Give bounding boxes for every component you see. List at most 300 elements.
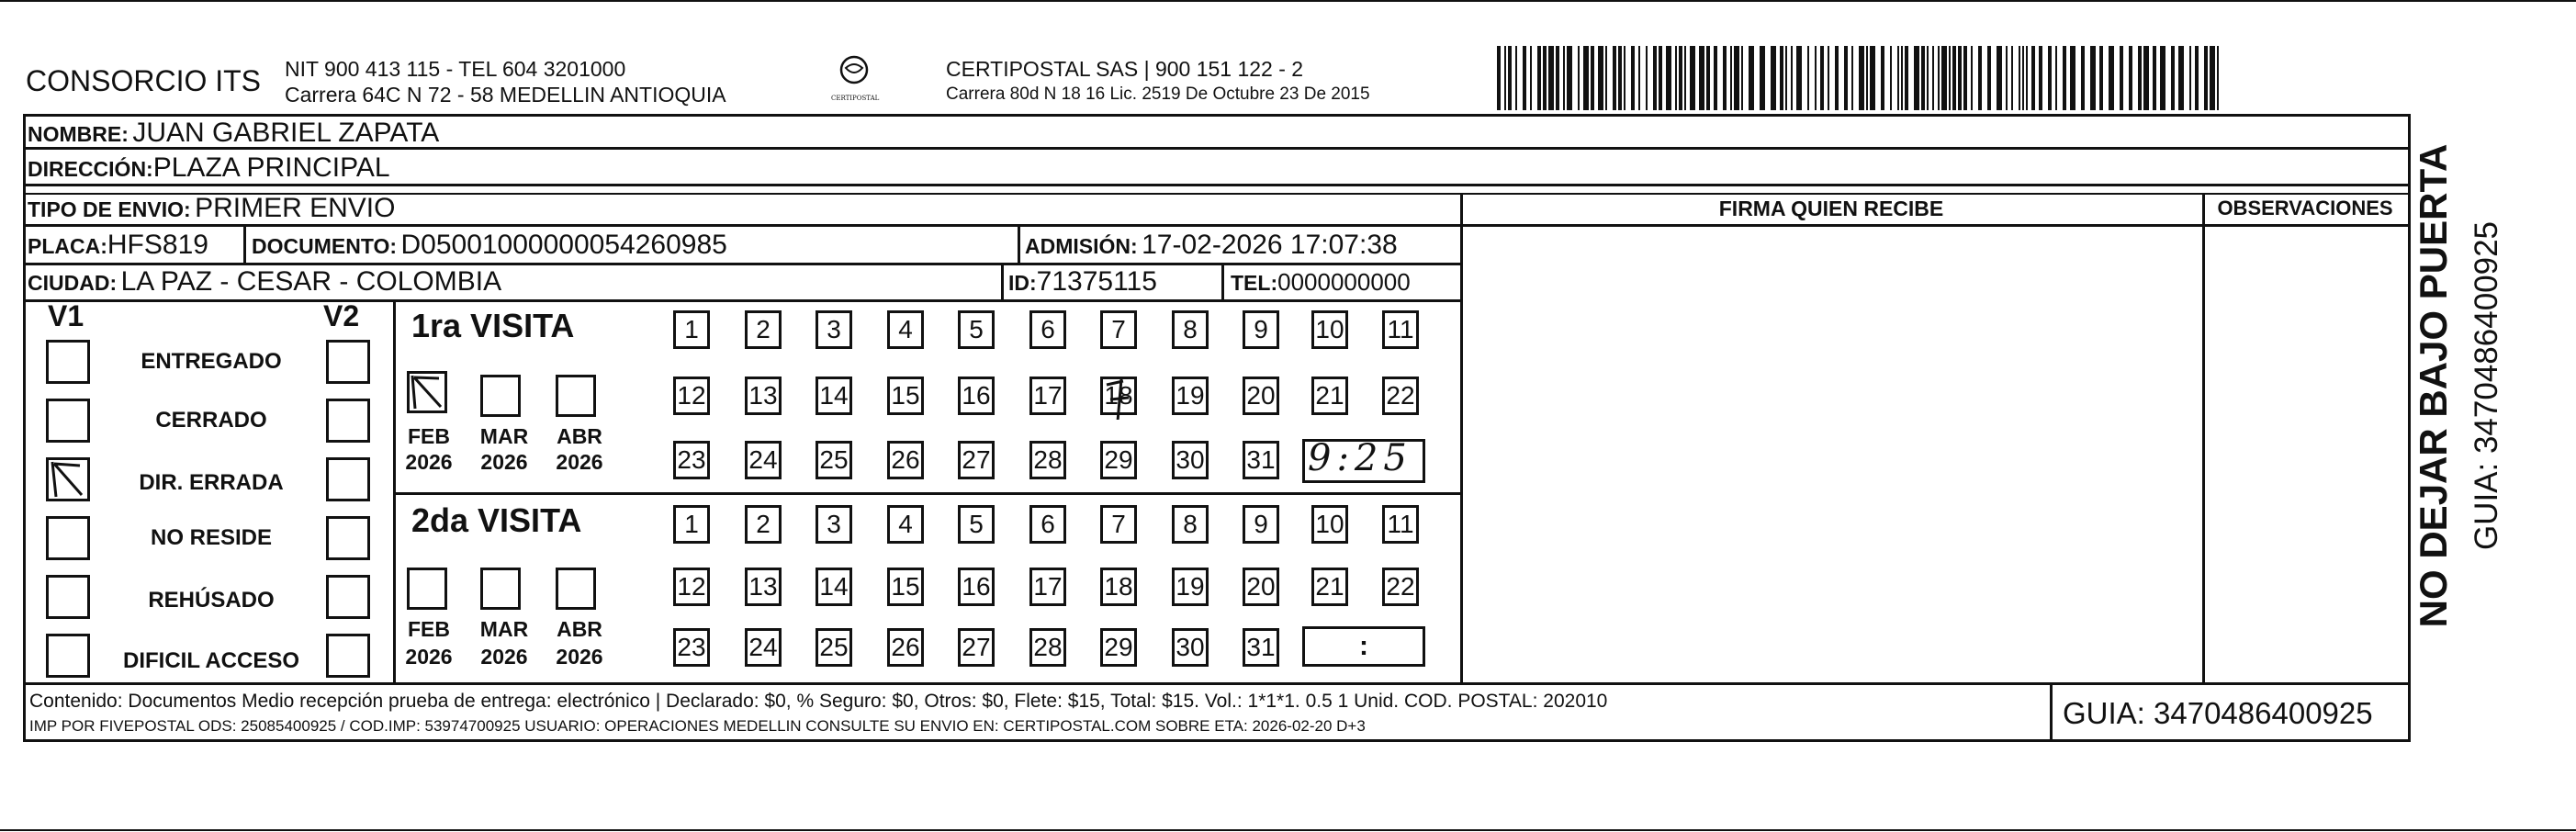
page-bottom-rule	[0, 829, 2576, 831]
firma-header: FIRMA QUIEN RECIBE	[1718, 197, 1944, 220]
v2-header: V2	[323, 299, 360, 332]
second-day-3[interactable]	[816, 505, 852, 544]
second-day-28[interactable]	[1029, 628, 1066, 667]
day-number: 4	[898, 315, 913, 343]
second-day-2[interactable]	[745, 505, 782, 544]
day-number: 31	[1246, 445, 1276, 474]
day-number: 8	[1183, 315, 1198, 343]
day-number: 11	[1387, 315, 1414, 343]
day-number: 15	[891, 572, 920, 601]
barcode-bar	[1881, 46, 1884, 110]
barcode-bar	[2160, 46, 2165, 110]
first-time-value: 9:25	[1308, 437, 1412, 479]
barcode-bar	[1760, 46, 1765, 110]
check-mark-icon	[410, 374, 444, 410]
barcode-bar	[2090, 46, 2096, 110]
barcode-bar	[2109, 46, 2114, 110]
second-day-13[interactable]	[745, 568, 782, 606]
barcode-bar	[1624, 46, 1625, 110]
barcode-bar	[1791, 46, 1793, 110]
barcode-bar	[2026, 46, 2028, 110]
v1-dir-errada-checkbox[interactable]	[46, 457, 90, 501]
first-day-7[interactable]	[1100, 310, 1137, 349]
barcode-bar	[2022, 46, 2024, 110]
second-day-15[interactable]	[887, 568, 924, 606]
first-day-2[interactable]	[745, 310, 782, 349]
day-number: 28	[1033, 445, 1063, 474]
first-day-4[interactable]	[887, 310, 924, 349]
barcode-bar	[1997, 46, 2002, 110]
barcode-bar	[1567, 46, 1572, 110]
day-number: 16	[962, 381, 991, 410]
day-number: 5	[969, 315, 984, 343]
ciudad-label: CIUDAD:	[28, 271, 118, 295]
day-number: 21	[1315, 572, 1344, 601]
day-number: 5	[969, 510, 984, 538]
logo-text: CERTIPOSTAL	[831, 95, 880, 102]
day-number: 11	[1387, 510, 1414, 538]
second-day-29[interactable]	[1100, 628, 1137, 667]
day-number: 1	[684, 510, 699, 538]
frame-top	[23, 114, 2411, 117]
frame-left	[23, 114, 26, 742]
barcode-bar	[1828, 46, 1829, 110]
second-day-21[interactable]	[1311, 568, 1348, 606]
barcode-bar	[1548, 46, 1554, 110]
second-year-mar: 2026	[480, 645, 528, 669]
day-number: 27	[962, 633, 991, 661]
second-day-5[interactable]	[958, 505, 995, 544]
barcode-bar	[1515, 46, 1517, 110]
barcode-bar	[2070, 46, 2075, 110]
first-day-16[interactable]	[958, 377, 995, 415]
barcode-bar	[1771, 46, 1776, 110]
day-number: 17	[1033, 572, 1063, 601]
barcode-bar	[1932, 46, 1934, 110]
first-day-1[interactable]	[673, 310, 710, 349]
v2-dificil-acceso-checkbox[interactable]	[326, 634, 370, 678]
barcode	[1497, 46, 2227, 110]
barcode-bar	[1938, 46, 1940, 110]
day-number: 24	[748, 633, 778, 661]
first-day-17[interactable]	[1029, 377, 1066, 415]
barcode-bar	[1963, 46, 1967, 110]
day-number: 6	[1041, 510, 1055, 538]
barcode-bar	[1941, 46, 1947, 110]
id-value: 71375115	[1036, 266, 1157, 297]
barcode-bar	[1890, 46, 1892, 110]
first-day-27[interactable]	[958, 441, 995, 479]
day-number: 25	[819, 633, 849, 661]
status-no-reside: NO RESIDE	[150, 525, 273, 550]
barcode-bar	[1780, 46, 1783, 110]
day-number: 3	[827, 315, 841, 343]
barcode-bar	[1921, 46, 1925, 110]
barcode-bar	[1605, 46, 1607, 110]
side-guia	[2469, 184, 2505, 588]
barcode-bar	[2011, 46, 2013, 110]
barcode-bar	[1971, 46, 1973, 110]
direccion-value: PLAZA PRINCIPAL	[152, 152, 390, 183]
day-number: 12	[677, 572, 706, 601]
second-day-16[interactable]	[958, 568, 995, 606]
barcode-bar	[1537, 46, 1541, 110]
documento-value: D05001000000054260985	[400, 230, 727, 260]
barcode-bar	[1785, 46, 1787, 110]
first-month-abr: ABR	[557, 424, 602, 448]
day-number: 14	[819, 572, 849, 601]
nombre-value: JUAN GABRIEL ZAPATA	[132, 118, 440, 148]
barcode-bar	[2055, 46, 2057, 110]
barcode-bar	[2019, 46, 2020, 110]
second-day-11[interactable]	[1382, 505, 1419, 544]
observaciones-header: OBSERVACIONES	[2217, 197, 2393, 219]
day-number: 12	[677, 381, 706, 410]
barcode-bar	[2138, 46, 2142, 110]
barcode-bar	[1851, 46, 1853, 110]
barcode-bar	[1578, 46, 1580, 110]
barcode-bar	[1927, 46, 1929, 110]
second-time-box[interactable]	[1302, 626, 1425, 667]
first-day-19[interactable]	[1172, 377, 1209, 415]
v2-cerrado-checkbox[interactable]	[326, 399, 370, 443]
day-number: 22	[1386, 572, 1415, 601]
day-number: 24	[748, 445, 778, 474]
v1-no-reside-checkbox[interactable]	[46, 516, 90, 560]
barcode-bar	[1870, 46, 1875, 110]
day-number: 28	[1033, 633, 1063, 661]
second-year-feb: 2026	[405, 645, 453, 669]
company-nit: NIT 900 413 115 - TEL 604 3201000	[285, 57, 626, 81]
first-day-3[interactable]	[816, 310, 852, 349]
first-year-feb: 2026	[405, 450, 453, 474]
day-number: 7	[1111, 510, 1126, 538]
first-day-28[interactable]	[1029, 441, 1066, 479]
barcode-bar	[1653, 46, 1657, 110]
day-number: 10	[1315, 510, 1344, 538]
second-day-27[interactable]	[958, 628, 995, 667]
id-label: ID:	[1008, 271, 1037, 295]
day-number: 9	[1254, 510, 1268, 538]
day-number: 25	[819, 445, 849, 474]
admision-value: 17-02-2026 17:07:38	[1142, 230, 1398, 260]
barcode-bar	[1679, 46, 1682, 110]
v1-dificil-acceso-checkbox[interactable]	[46, 634, 90, 678]
day-number: 26	[891, 445, 920, 474]
first-day-31[interactable]	[1243, 441, 1279, 479]
barcode-bar	[2178, 46, 2184, 110]
day-number: 10	[1315, 315, 1344, 343]
day-number: 3	[827, 510, 841, 538]
first-day-10[interactable]	[1311, 310, 1348, 349]
top-rule	[0, 0, 2576, 2]
tipo-envio-value: PRIMER ENVIO	[195, 193, 396, 223]
barcode-bar	[1631, 46, 1635, 110]
day-number: 23	[677, 633, 706, 661]
v2-entregado-checkbox[interactable]	[326, 340, 370, 384]
barcode-bar	[1638, 46, 1640, 110]
first-day-24[interactable]	[745, 441, 782, 479]
barcode-bar	[2143, 46, 2149, 110]
nombre-label: NOMBRE:	[28, 122, 129, 146]
second-mar-checkbox[interactable]	[480, 568, 521, 610]
second-month-mar: MAR	[479, 617, 529, 641]
second-abr-checkbox[interactable]	[556, 568, 596, 610]
first-day-6[interactable]	[1029, 310, 1066, 349]
footer-contents: Contenido: Documentos Medio recepción prueba de entrega: electrónico | Declarado: $0, % Seguro: $0, Otros: $0, Flete: $15, Total: $15. Vol.: 1*1*1. 0.5 1 Unid. COD. POSTAL: 202010	[29, 691, 1608, 712]
day-number: 16	[962, 572, 991, 601]
v1-cerrado-checkbox[interactable]	[46, 399, 90, 443]
status-rehusado: REHÚSADO	[148, 588, 275, 613]
status-entregado: ENTREGADO	[141, 349, 282, 374]
day-number: 26	[891, 633, 920, 661]
day-number: 30	[1176, 633, 1205, 661]
first-abr-checkbox[interactable]	[556, 375, 596, 417]
carrier-license: Carrera 80d N 18 16 Lic. 2519 De Octubre 23 De 2015	[946, 84, 1370, 104]
second-visit-title: 2da VISITA	[411, 501, 582, 539]
day-number: 31	[1246, 633, 1276, 661]
day-number: 20	[1246, 572, 1276, 601]
day-number: 23	[677, 445, 706, 474]
barcode-bar	[1563, 46, 1565, 110]
barcode-bar	[1749, 46, 1754, 110]
second-month-abr: ABR	[557, 617, 602, 641]
side-guia-text: GUIA: 3470486400925	[2469, 220, 2504, 551]
barcode-bar	[1820, 46, 1824, 110]
second-day-31[interactable]	[1243, 628, 1279, 667]
barcode-bar	[2120, 46, 2123, 110]
first-month-mar: MAR	[479, 424, 529, 448]
second-day-6[interactable]	[1029, 505, 1066, 544]
barcode-bar	[1835, 46, 1839, 110]
barcode-bar	[2171, 46, 2175, 110]
barcode-bar	[2217, 46, 2219, 110]
first-day-9[interactable]	[1243, 310, 1279, 349]
barcode-bar	[2153, 46, 2156, 110]
day-number: 6	[1041, 315, 1055, 343]
barcode-bar	[1618, 46, 1622, 110]
barcode-bar	[2195, 46, 2199, 110]
barcode-bar	[1613, 46, 1616, 110]
barcode-bar	[2099, 46, 2103, 110]
barcode-bar	[1598, 46, 1603, 110]
tel-label: TEL:	[1231, 271, 1278, 295]
second-month-feb: FEB	[408, 617, 450, 641]
second-day-12[interactable]	[673, 568, 710, 606]
documento-label: DOCUMENTO:	[252, 234, 398, 258]
first-day-12[interactable]	[673, 377, 710, 415]
day-number: 4	[898, 510, 913, 538]
first-day-18[interactable]	[1100, 377, 1137, 415]
ciudad-value: LA PAZ - CESAR - COLOMBIA	[120, 266, 502, 297]
barcode-bar	[1952, 46, 1956, 110]
barcode-bar	[1659, 46, 1662, 110]
barcode-bar	[2081, 46, 2085, 110]
barcode-bar	[2048, 46, 2052, 110]
first-mar-checkbox[interactable]	[480, 375, 521, 417]
certipostal-logo	[831, 53, 880, 104]
barcode-bar	[1684, 46, 1686, 110]
barcode-bar	[1987, 46, 1991, 110]
barcode-bar	[2031, 46, 2035, 110]
second-day-4[interactable]	[887, 505, 924, 544]
barcode-bar	[1741, 46, 1743, 110]
barcode-bar	[1897, 46, 1899, 110]
second-day-24[interactable]	[745, 628, 782, 667]
day-number: 20	[1246, 381, 1276, 410]
barcode-bar	[1714, 46, 1717, 110]
barcode-bar	[2210, 46, 2215, 110]
second-day-26[interactable]	[887, 628, 924, 667]
barcode-bar	[1807, 46, 1809, 110]
first-day-13[interactable]	[745, 377, 782, 415]
barcode-bar	[1844, 46, 1848, 110]
side-notice-text: NO DEJAR BAJO PUERTA	[2412, 143, 2455, 628]
check-mark-icon	[1101, 374, 1138, 420]
first-day-25[interactable]	[816, 441, 852, 479]
day-number: 29	[1104, 633, 1133, 661]
barcode-bar	[1530, 46, 1532, 110]
barcode-bar	[1859, 46, 1864, 110]
barcode-bar	[1815, 46, 1817, 110]
barcode-bar	[1699, 46, 1704, 110]
first-feb-checkbox[interactable]	[407, 371, 447, 413]
second-time-value: :	[1359, 631, 1368, 661]
day-number: 19	[1176, 572, 1205, 601]
day-number: 1	[684, 315, 699, 343]
barcode-bar	[1646, 46, 1648, 110]
day-number: 22	[1386, 381, 1415, 410]
company-address: Carrera 64C N 72 - 58 MEDELLIN ANTIOQUIA	[285, 83, 726, 107]
day-number: 29	[1104, 445, 1133, 474]
day-number: 14	[819, 381, 849, 410]
day-number: 13	[748, 381, 778, 410]
barcode-bar	[1958, 46, 1962, 110]
first-day-26[interactable]	[887, 441, 924, 479]
barcode-bar	[1591, 46, 1594, 110]
second-year-abr: 2026	[556, 645, 603, 669]
barcode-bar	[1734, 46, 1739, 110]
barcode-bar	[2063, 46, 2066, 110]
v2-dir-errada-checkbox[interactable]	[326, 457, 370, 501]
barcode-bar	[1583, 46, 1589, 110]
v1-rehusado-checkbox[interactable]	[46, 575, 90, 619]
v2-rehusado-checkbox[interactable]	[326, 575, 370, 619]
barcode-bar	[1723, 46, 1727, 110]
second-day-18[interactable]	[1100, 568, 1137, 606]
first-day-11[interactable]	[1382, 310, 1419, 349]
day-number: 18	[1104, 381, 1133, 410]
barcode-bar	[1666, 46, 1671, 110]
status-dificil-acceso: DIFICIL ACCESO	[122, 648, 299, 673]
day-number: 19	[1176, 381, 1205, 410]
barcode-bar	[1730, 46, 1732, 110]
barcode-bar	[1543, 46, 1547, 110]
v1-entregado-checkbox[interactable]	[46, 340, 90, 384]
company-name: CONSORCIO ITS	[26, 64, 262, 97]
barcode-bar	[1523, 46, 1526, 110]
second-day-23[interactable]	[673, 628, 710, 667]
first-visit-title: 1ra VISITA	[411, 307, 575, 344]
tel-value: 0000000000	[1277, 268, 1411, 296]
direccion-label: DIRECCIÓN:	[28, 157, 153, 181]
barcode-bar	[1556, 46, 1559, 110]
first-day-21[interactable]	[1311, 377, 1348, 415]
barcode-bar	[1914, 46, 1919, 110]
barcode-bar	[2006, 46, 2008, 110]
barcode-bar	[2189, 46, 2191, 110]
second-day-1[interactable]	[673, 505, 710, 544]
v2-no-reside-checkbox[interactable]	[326, 516, 370, 560]
day-number: 17	[1033, 381, 1063, 410]
second-day-9[interactable]	[1243, 505, 1279, 544]
day-number: 2	[756, 510, 771, 538]
barcode-bar	[1504, 46, 1506, 110]
side-notice	[2411, 129, 2466, 643]
status-cerrado: CERRADO	[155, 408, 267, 433]
second-feb-checkbox[interactable]	[407, 568, 447, 610]
first-day-20[interactable]	[1243, 377, 1279, 415]
first-day-23[interactable]	[673, 441, 710, 479]
barcode-bar	[1796, 46, 1802, 110]
second-day-7[interactable]	[1100, 505, 1137, 544]
second-day-17[interactable]	[1029, 568, 1066, 606]
first-day-8[interactable]	[1172, 310, 1209, 349]
first-day-14[interactable]	[816, 377, 852, 415]
second-day-30[interactable]	[1172, 628, 1209, 667]
second-day-19[interactable]	[1172, 568, 1209, 606]
barcode-bar	[1901, 46, 1903, 110]
first-day-30[interactable]	[1172, 441, 1209, 479]
barcode-bar	[2204, 46, 2208, 110]
second-day-14[interactable]	[816, 568, 852, 606]
barcode-bar	[1978, 46, 1982, 110]
placa-value: HFS819	[107, 230, 208, 260]
admision-label: ADMISIÓN:	[1025, 234, 1138, 258]
carrier-name: CERTIPOSTAL SAS | 900 151 122 - 2	[946, 57, 1304, 81]
footer-print-info: IMP POR FIVEPOSTAL ODS: 25085400925 / COD.IMP: 53974700925 USUARIO: OPERACIONES MEDELLIN CONSULTE SU ENVIO EN: CERTIPOSTAL.COM SOBRE ETA: 2026-02-20 D+3	[29, 717, 1366, 735]
second-day-25[interactable]	[816, 628, 852, 667]
barcode-bar	[1497, 46, 1501, 110]
first-day-22[interactable]	[1382, 377, 1419, 415]
barcode-bar	[1949, 46, 1951, 110]
check-mark-icon	[49, 460, 87, 499]
first-year-mar: 2026	[480, 450, 528, 474]
first-day-15[interactable]	[887, 377, 924, 415]
tipo-envio-label: TIPO DE ENVIO:	[28, 197, 191, 221]
barcode-bar	[1905, 46, 1908, 110]
barcode-bar	[1508, 46, 1512, 110]
barcode-bar	[2129, 46, 2132, 110]
status-dir-errada: DIR. ERRADA	[139, 470, 284, 495]
placa-label: PLACA:	[28, 234, 107, 258]
day-number: 15	[891, 381, 920, 410]
second-day-22[interactable]	[1382, 568, 1419, 606]
day-number: 13	[748, 572, 778, 601]
day-number: 2	[756, 315, 771, 343]
barcode-bar	[1675, 46, 1677, 110]
barcode-bar	[1866, 46, 1868, 110]
first-day-29[interactable]	[1100, 441, 1137, 479]
first-year-abr: 2026	[556, 450, 603, 474]
v1-header: V1	[48, 299, 84, 332]
first-day-5[interactable]	[958, 310, 995, 349]
second-day-8[interactable]	[1172, 505, 1209, 544]
second-day-20[interactable]	[1243, 568, 1279, 606]
frame-bottom	[23, 739, 2411, 742]
first-month-feb: FEB	[408, 424, 450, 448]
second-day-10[interactable]	[1311, 505, 1348, 544]
